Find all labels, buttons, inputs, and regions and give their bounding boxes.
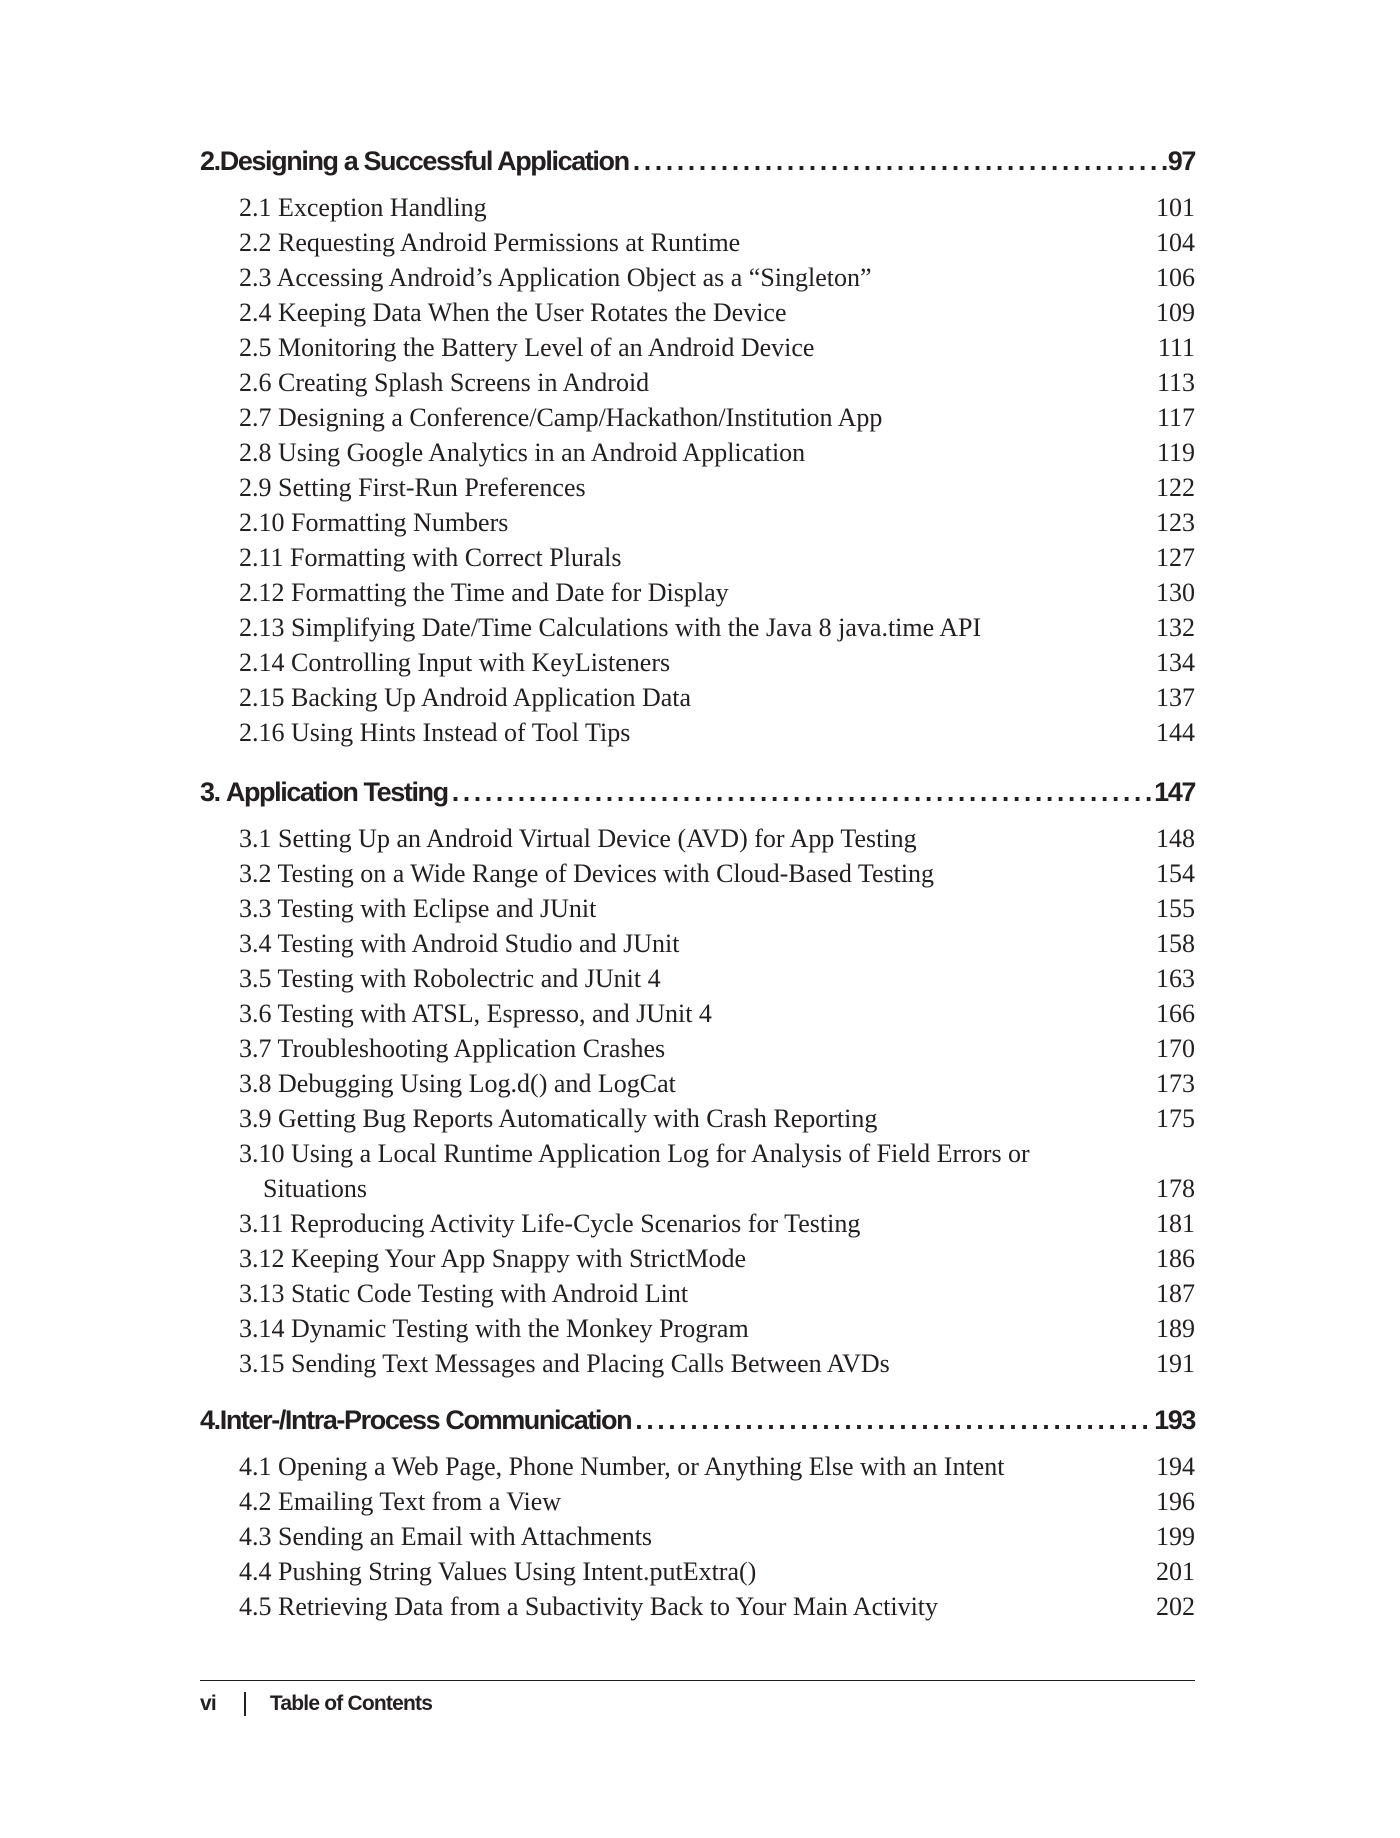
toc-entry[interactable] [200,400,1195,435]
toc-entry[interactable] [200,1136,1195,1206]
entry-page: 148 [1156,824,1195,853]
entry-title: 3.8 Debugging Using Log.d() and LogCat [239,1069,676,1098]
entry-page: 109 [1156,298,1195,327]
toc-entry[interactable] [200,330,1195,365]
entry-title: 2.1 Exception Handling [239,193,487,222]
entry-page: 178 [1156,1174,1195,1203]
entry-page: 119 [1156,438,1195,467]
entry-page: 122 [1156,473,1195,502]
entry-title: 3.4 Testing with Android Studio and JUnit [239,929,680,958]
toc-entry[interactable] [200,1554,1195,1589]
chapter-3 [200,777,1195,1381]
toc-entry[interactable] [200,1589,1195,1624]
entry-title [239,1136,1139,1206]
chapter-heading[interactable] [200,1405,1195,1449]
entry-page: 154 [1156,859,1195,888]
entry-page: 130 [1156,578,1195,607]
chapter-page-number: 193 [1154,1405,1195,1435]
toc-entry[interactable] [200,1346,1195,1381]
chapter-title: Inter-/Intra-Process Communication [219,1405,632,1435]
entry-title: 4.4 Pushing String Values Using Intent.putExtra() [239,1557,757,1586]
entry-title-continuation: Situations [263,1174,368,1203]
toc-entry[interactable] [200,365,1195,400]
entry-title: 2.6 Creating Splash Screens in Android [239,368,650,397]
entry-title: 2.12 Formatting the Time and Date for Display [239,578,729,607]
chapter-title: Designing a Successful Application [219,146,629,176]
entry-page: 202 [1156,1592,1195,1621]
toc-entry[interactable] [200,575,1195,610]
entry-title: 2.16 Using Hints Instead of Tool Tips [239,718,631,747]
entry-title: 2.2 Requesting Android Permissions at Runtime [239,228,741,257]
entry-page: 117 [1156,403,1195,432]
entry-page: 201 [1156,1557,1195,1586]
entry-page: 199 [1156,1522,1195,1551]
toc-entry[interactable] [200,190,1195,225]
toc-entry[interactable] [200,996,1195,1031]
entry-page: 191 [1156,1349,1195,1378]
toc-entry[interactable] [200,680,1195,715]
entry-title: 3.7 Troubleshooting Application Crashes [239,1034,666,1063]
toc-entry[interactable] [200,225,1195,260]
footer-page-number: vi [200,1692,216,1715]
toc-entry[interactable] [200,260,1195,295]
toc-entry[interactable] [200,715,1195,750]
entry-title: 2.3 Accessing Android’s Application Object as a “Singleton” [239,263,872,292]
toc-entry[interactable] [200,961,1195,996]
entry-page: 196 [1156,1487,1195,1516]
entry-page: 186 [1156,1244,1195,1273]
entry-title: 2.5 Monitoring the Battery Level of an Android Device [239,333,815,362]
entry-title: 4.1 Opening a Web Page, Phone Number, or Anything Else with an Intent [239,1452,1005,1481]
chapter-heading[interactable] [200,777,1195,821]
toc-entry[interactable] [200,1276,1195,1311]
entry-title: 2.4 Keeping Data When the User Rotates the Device [239,298,787,327]
leader-dots [631,1405,1154,1436]
toc-entry[interactable] [200,1066,1195,1101]
entry-title: 3.1 Setting Up an Android Virtual Device (AVD) for App Testing [239,824,917,853]
entry-title: 3.3 Testing with Eclipse and JUnit [239,894,597,923]
entry-title-line1: 3.10 Using a Local Runtime Application Log for Analysis of Field Errors or [239,1139,1030,1168]
entry-page: 127 [1156,543,1195,572]
entry-title: 2.10 Formatting Numbers [239,508,509,537]
entry-page: 106 [1156,263,1195,292]
entry-page: 181 [1156,1209,1195,1238]
toc-entry[interactable] [200,645,1195,680]
entry-title: 2.11 Formatting with Correct Plurals [239,543,622,572]
entry-page: 111 [1157,333,1195,362]
entry-page: 132 [1156,613,1195,642]
toc-entry[interactable] [200,891,1195,926]
toc-entry[interactable] [200,540,1195,575]
entry-title: 3.14 Dynamic Testing with the Monkey Program [239,1314,749,1343]
toc-entry[interactable] [200,1241,1195,1276]
toc-entry[interactable] [200,856,1195,891]
entry-title: 4.2 Emailing Text from a View [239,1487,562,1516]
toc-entry[interactable] [200,610,1195,645]
entry-page: 163 [1156,964,1195,993]
toc-entry[interactable] [200,1449,1195,1484]
toc-entry[interactable] [200,295,1195,330]
chapter-4 [200,1405,1195,1624]
section-list [200,821,1195,1381]
entry-title: 2.13 Simplifying Date/Time Calculations with the Java 8 java.time API [239,613,982,642]
chapter-title: Application Testing [225,777,448,807]
entry-page: 173 [1156,1069,1195,1098]
toc-entry[interactable] [200,1206,1195,1241]
leader-dots [629,146,1168,177]
entry-page: 189 [1156,1314,1195,1343]
entry-title: 3.11 Reproducing Activity Life-Cycle Scenarios for Testing [239,1209,861,1238]
entry-title: 4.3 Sending an Email with Attachments [239,1522,653,1551]
entry-page: 155 [1156,894,1195,923]
entry-title: 4.5 Retrieving Data from a Subactivity Back to Your Main Activity [239,1592,939,1621]
chapter-page-number: 147 [1154,777,1195,807]
entry-page: 175 [1156,1104,1195,1133]
chapter-heading[interactable] [200,146,1195,190]
entry-page: 170 [1156,1034,1195,1063]
toc-entry[interactable] [200,1101,1195,1136]
toc-entry[interactable] [200,926,1195,961]
entry-title: 3.13 Static Code Testing with Android Lint [239,1279,689,1308]
entry-title: 3.12 Keeping Your App Snappy with StrictMode [239,1244,746,1273]
footer-section-title: Table of Contents [269,1692,433,1715]
chapter-number: 4. [200,1405,220,1435]
entry-page: 113 [1156,368,1195,397]
toc-entry[interactable] [200,1311,1195,1346]
entry-title: 2.14 Controlling Input with KeyListeners [239,648,671,677]
toc-entry[interactable] [200,435,1195,470]
entry-title: 2.8 Using Google Analytics in an Android Application [239,438,806,467]
entry-title: 2.7 Designing a Conference/Camp/Hackathon/Institution App [239,403,883,432]
leader-dots [448,777,1154,808]
entry-page: 134 [1156,648,1195,677]
entry-page: 123 [1156,508,1195,537]
footer-separator [244,1692,246,1716]
entry-title: 3.15 Sending Text Messages and Placing Calls Between AVDs [239,1349,890,1378]
toc-entry[interactable] [200,505,1195,540]
entry-page: 144 [1156,718,1195,747]
entry-page: 194 [1156,1452,1195,1481]
toc-entry[interactable] [200,470,1195,505]
entry-page: 101 [1156,193,1195,222]
entry-title: 3.9 Getting Bug Reports Automatically with Crash Reporting [239,1104,878,1133]
toc-entry[interactable] [200,1031,1195,1066]
entry-title: 2.9 Setting First-Run Preferences [239,473,586,502]
entry-page: 104 [1156,228,1195,257]
chapter-page-number: 97 [1167,146,1195,176]
entry-title: 3.2 Testing on a Wide Range of Devices with Cloud-Based Testing [239,859,935,888]
footer-rule [200,1680,1195,1681]
section-list [200,190,1195,750]
entry-page: 187 [1156,1279,1195,1308]
entry-title: 2.15 Backing Up Android Application Data [239,683,692,712]
toc-entry[interactable] [200,1484,1195,1519]
entry-page: 166 [1156,999,1195,1028]
chapter-number: 2. [200,146,220,176]
chapter-number: 3. [200,777,220,807]
toc-entry[interactable] [200,1519,1195,1554]
entry-title: 3.6 Testing with ATSL, Espresso, and JUnit 4 [239,999,712,1028]
section-list [200,1449,1195,1624]
entry-page: 137 [1156,683,1195,712]
entry-page: 158 [1156,929,1195,958]
toc-entry[interactable] [200,821,1195,856]
chapter-2 [200,146,1195,750]
page-footer [200,1692,432,1716]
entry-title: 3.5 Testing with Robolectric and JUnit 4 [239,964,661,993]
